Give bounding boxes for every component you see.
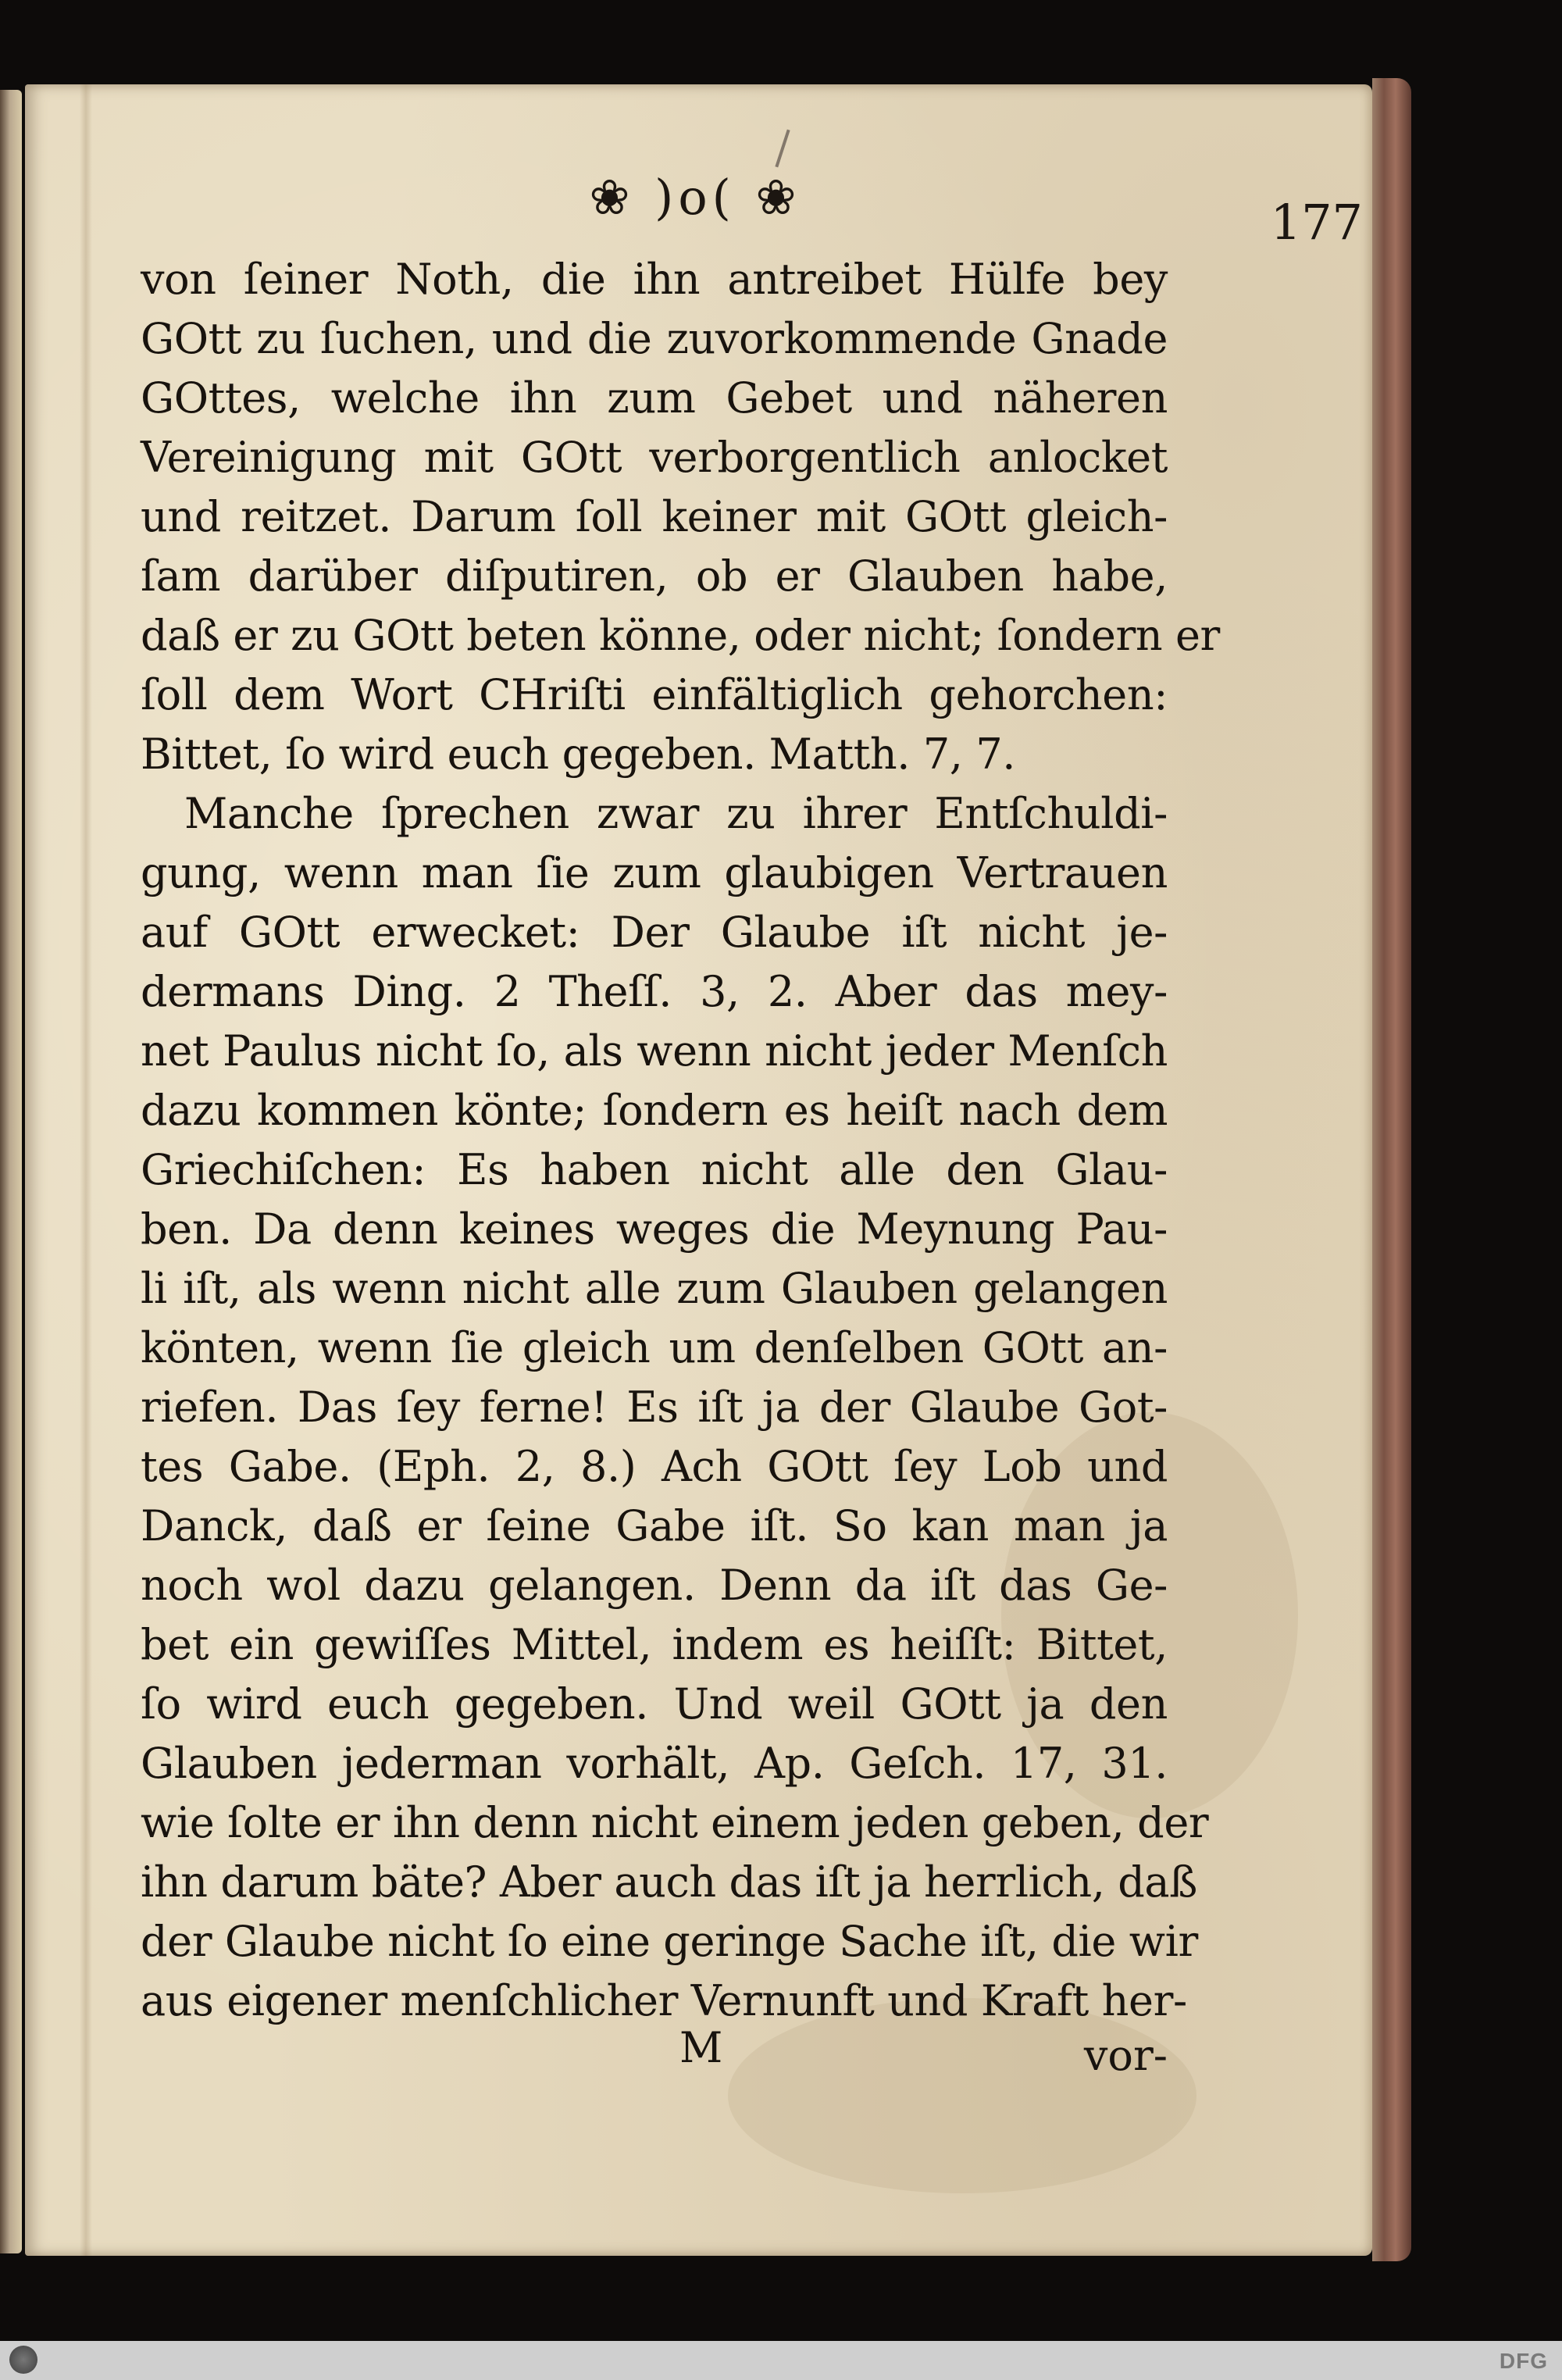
library-seal-icon (9, 2346, 37, 2374)
text-line: könten, wenn ſie gleich um denſelben GOtt an- (141, 1323, 1168, 1372)
page-header-ornament: ❀ )o( ❀ (589, 169, 801, 226)
text-line: tes Gabe. (Eph. 2, 8.) Ach GOtt ſey Lob und (141, 1442, 1168, 1491)
text-line: Manche ſprechen zwar zu ihrer Entſchuldi- (184, 789, 1168, 838)
dfg-logo: DFG (1499, 2349, 1548, 2373)
page-footer-marks (141, 2023, 1168, 2086)
text-line: von ſeiner Noth, die ihn antreibet Hülfe bey (141, 255, 1168, 304)
text-line: net Paulus nicht ſo, als wenn nicht jeder Menſch (141, 1026, 1168, 1076)
left-page-edge (0, 90, 22, 2253)
text-line: ben. Da denn keines weges die Meynung Pau- (141, 1204, 1168, 1254)
text-line: Griechiſchen: Es haben nicht alle den Glau- (141, 1145, 1168, 1194)
text-line: riefen. Das ſey ferne! Es iſt ja der Glaube Got- (141, 1383, 1168, 1432)
text-line: li iſt, als wenn nicht alle zum Glauben gelangen (141, 1264, 1168, 1313)
text-line: wie ſolte er ihn denn nicht einem jeden geben, der (141, 1798, 1209, 1847)
text-line: der Glaube nicht ſo eine geringe Sache iſt, die wir (141, 1917, 1198, 1966)
text-line: dazu kommen könte; ſondern es heiſt nach dem (141, 1086, 1168, 1135)
text-line: noch wol dazu gelangen. Denn da iſt das Ge- (141, 1561, 1168, 1610)
page-number: 177 (1270, 194, 1363, 251)
text-line: Glauben jederman vorhält, Ap. Geſch. 17, 31. (141, 1739, 1168, 1788)
viewer-footer-bar (0, 2341, 1562, 2380)
text-line: auf GOtt erwecket: Der Glaube iſt nicht je- (141, 908, 1168, 957)
text-line: bet ein gewiſſes Mittel, indem es heiſſt: Bittet, (141, 1620, 1168, 1669)
text-line: gung, wenn man ſie zum glaubigen Vertrauen (141, 848, 1168, 897)
text-line: GOttes, welche ihn zum Gebet und näheren (141, 373, 1168, 423)
text-line: Danck, daß er ſeine Gabe iſt. So kan man ja (141, 1501, 1168, 1550)
text-line: daß er zu GOtt beten könne, oder nicht; ſondern er (141, 611, 1220, 660)
text-line: GOtt zu ſuchen, und die zuvorkommende Gnade (141, 314, 1168, 363)
text-line: aus eigener menſchlicher Vernunft und Kraft her- (141, 1976, 1187, 2025)
body-text (141, 250, 1220, 2031)
catchword: vor- (1083, 2031, 1168, 2080)
gutter-fold (80, 84, 92, 2256)
book-spine-edge (1372, 78, 1411, 2261)
text-line: Bittet, ſo wird euch gegeben. Matth. 7, 7. (141, 730, 1016, 779)
text-line: dermans Ding. 2 Theſſ. 3, 2. Aber das mey- (141, 967, 1168, 1016)
text-line: ihn darum bäte? Aber auch das iſt ja herrlich, daß (141, 1857, 1197, 1907)
text-line: Vereinigung mit GOtt verborgentlich anlocket (141, 433, 1168, 482)
text-line: ſoll dem Wort CHriſti einfältiglich gehorchen: (141, 670, 1168, 719)
text-line: und reitzet. Darum ſoll keiner mit GOtt gleich- (141, 492, 1168, 541)
text-line: ſam darüber diſputiren, ob er Glauben habe, (141, 551, 1168, 601)
signature-mark: M (679, 2023, 723, 2072)
text-line: ſo wird euch gegeben. Und weil GOtt ja den (141, 1679, 1168, 1729)
